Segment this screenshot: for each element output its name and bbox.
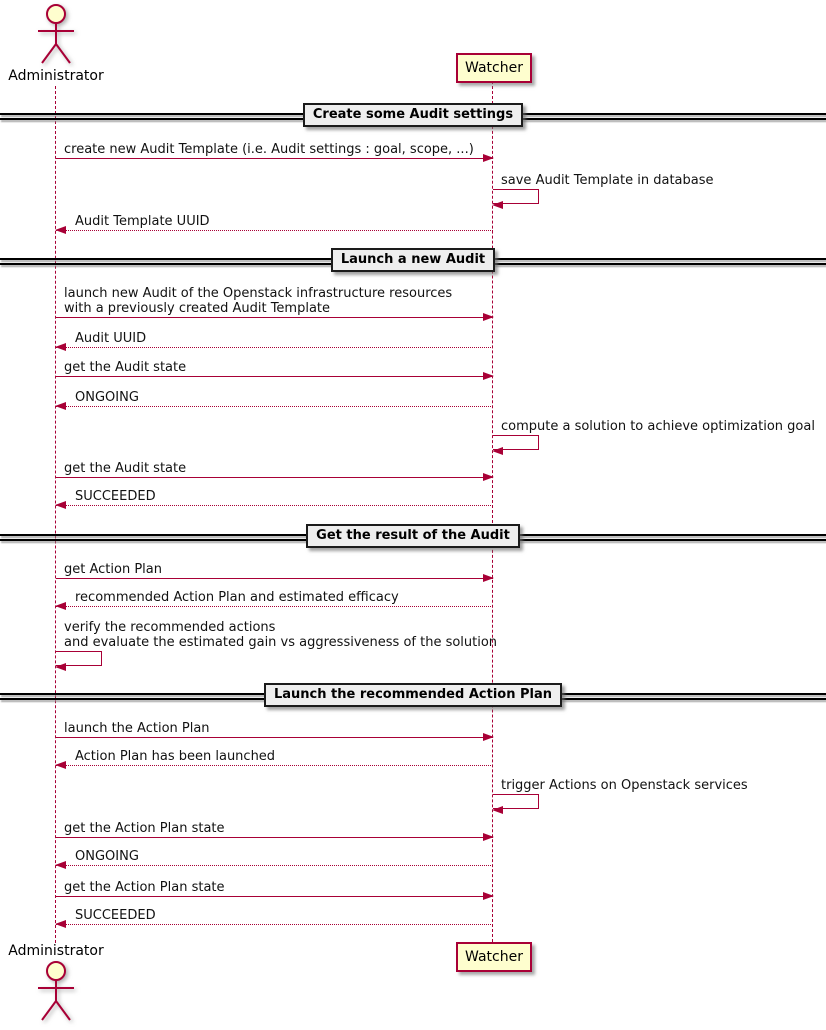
message-launch-action-plan: [56, 722, 493, 738]
return-message-ongoing-2: [56, 850, 493, 866]
message-arrow: [56, 737, 493, 738]
message-arrow: [56, 347, 493, 348]
self-message-arrow: [493, 189, 539, 204]
message-arrow: [56, 477, 493, 478]
section-divider-audit-settings: [0, 103, 826, 129]
message-arrow: [56, 606, 493, 607]
self-message-arrow: [56, 651, 102, 666]
message-arrow: [56, 578, 493, 579]
message-label: launch new Audit of the Openstack infrastructure resources: [64, 286, 453, 301]
message-label: ONGOING: [75, 849, 139, 864]
arrowhead-left-icon: [55, 226, 66, 234]
watcher-label-bottom: Watcher: [465, 949, 523, 965]
message-get-action-plan-state-2: [56, 881, 493, 897]
message-label: Audit UUID: [75, 331, 147, 346]
arrowhead-right-icon: [483, 473, 494, 481]
arrowhead-left-icon: [55, 663, 66, 671]
self-message-arrow: [493, 794, 539, 809]
arrowhead-left-icon: [55, 501, 66, 509]
self-message-verify-actions: [56, 621, 497, 666]
return-message-succeeded-2: [56, 909, 493, 925]
return-message-ongoing-1: [56, 391, 493, 407]
message-get-audit-state-1: [56, 361, 493, 377]
return-message-succeeded-1: [56, 490, 493, 506]
divider-label: Create some Audit settings: [303, 103, 523, 127]
message-label: save Audit Template in database: [501, 173, 714, 188]
arrowhead-left-icon: [492, 447, 503, 455]
message-label: compute a solution to achieve optimization goal: [501, 419, 815, 434]
message-label: get Action Plan: [64, 562, 162, 577]
administrator-actor-icon: [34, 3, 78, 67]
administrator-actor-icon-bottom: [34, 960, 78, 1024]
section-divider-launch-action-plan: [0, 683, 826, 709]
arrowhead-right-icon: [483, 892, 494, 900]
arrowhead-left-icon: [55, 602, 66, 610]
watcher-label-top: Watcher: [465, 60, 523, 76]
message-get-audit-state-2: [56, 462, 493, 478]
self-message-compute-solution: [493, 420, 815, 450]
return-message-recommended-action-plan: [56, 591, 493, 607]
divider-label: Get the result of the Audit: [306, 524, 520, 548]
message-arrow: [56, 765, 493, 766]
message-label: ONGOING: [75, 390, 139, 405]
section-divider-launch-audit: [0, 248, 826, 274]
message-label: Action Plan has been launched: [75, 749, 276, 764]
message-label: get the Audit state: [64, 360, 187, 375]
arrowhead-left-icon: [55, 343, 66, 351]
message-label: with a previously created Audit Template: [64, 301, 331, 316]
message-label: get the Action Plan state: [64, 821, 225, 836]
message-label: recommended Action Plan and estimated efficacy: [75, 590, 399, 605]
administrator-label-bottom: Administrator: [8, 943, 104, 959]
message-label: create new Audit Template (i.e. Audit settings : goal, scope, ...): [64, 142, 474, 157]
message-label: SUCCEEDED: [75, 908, 156, 923]
arrowhead-right-icon: [483, 154, 494, 162]
watcher-participant-top: [456, 53, 532, 83]
section-divider-get-result: [0, 524, 826, 550]
message-label: get the Audit state: [64, 461, 187, 476]
self-message-save-audit-template: [493, 174, 714, 204]
message-arrow: [56, 865, 493, 866]
self-message-arrow: [493, 435, 539, 450]
message-label: SUCCEEDED: [75, 489, 156, 504]
message-arrow: [56, 505, 493, 506]
divider-label: Launch a new Audit: [331, 248, 495, 272]
message-arrow: [56, 837, 493, 838]
message-arrow: [56, 924, 493, 925]
administrator-label-top: Administrator: [8, 68, 104, 84]
arrowhead-right-icon: [483, 313, 494, 321]
message-label: launch the Action Plan: [64, 721, 210, 736]
message-label: get the Action Plan state: [64, 880, 225, 895]
arrowhead-left-icon: [492, 201, 503, 209]
message-arrow: [56, 376, 493, 377]
arrowhead-left-icon: [55, 920, 66, 928]
arrowhead-right-icon: [483, 372, 494, 380]
message-arrow: [56, 317, 493, 318]
return-message-audit-template-uuid: [56, 215, 493, 231]
arrowhead-left-icon: [492, 806, 503, 814]
arrowhead-left-icon: [55, 402, 66, 410]
message-get-action-plan: [56, 563, 493, 579]
message-arrow: [56, 406, 493, 407]
message-arrow: [56, 158, 493, 159]
watcher-participant-bottom: [456, 942, 532, 972]
message-arrow: [56, 230, 493, 231]
divider-label: Launch the recommended Action Plan: [264, 683, 562, 707]
message-label: and evaluate the estimated gain vs aggressiveness of the solution: [64, 635, 498, 650]
self-message-trigger-actions: [493, 779, 748, 809]
message-launch-new-audit: [56, 287, 493, 318]
arrowhead-left-icon: [55, 761, 66, 769]
message-arrow: [56, 896, 493, 897]
arrowhead-right-icon: [483, 733, 494, 741]
arrowhead-right-icon: [483, 574, 494, 582]
message-create-audit-template: [56, 143, 493, 159]
return-message-audit-uuid: [56, 332, 493, 348]
message-get-action-plan-state-1: [56, 822, 493, 838]
message-label: trigger Actions on Openstack services: [501, 778, 748, 793]
return-message-action-plan-launched: [56, 750, 493, 766]
arrowhead-left-icon: [55, 861, 66, 869]
message-label: verify the recommended actions: [64, 620, 276, 635]
message-label: Audit Template UUID: [75, 214, 210, 229]
arrowhead-right-icon: [483, 833, 494, 841]
